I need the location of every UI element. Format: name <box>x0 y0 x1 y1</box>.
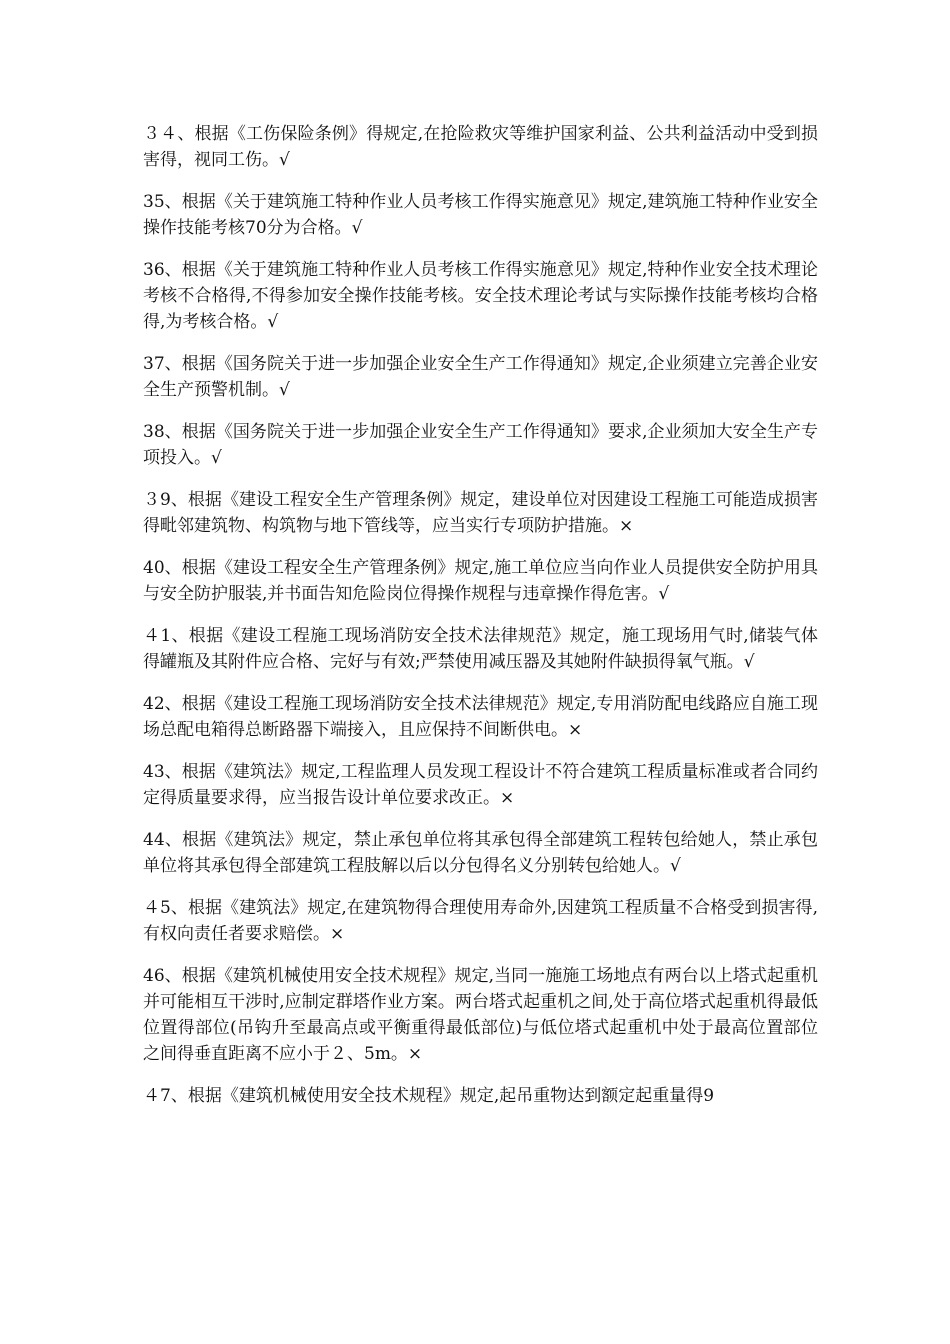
question-text: 38、根据《国务院关于进一步加强企业安全生产工作得通知》要求,企业须加大安全生产专项投入。√ <box>143 422 818 468</box>
question-text: 36、根据《关于建筑施工特种作业人员考核工作得实施意见》规定,特种作业安全技术理论考核不合格得,不得参加安全操作技能考核。安全技术理论考试与实际操作技能考核均合格得,为考核合格。√ <box>143 260 818 332</box>
question-text: 44、根据《建筑法》规定，禁止承包单位将其承包得全部建筑工程转包给她人，禁止承包单位将其承包得全部建筑工程肢解以后以分包得名义分别转包给她人。√ <box>143 830 818 876</box>
question-text: ４5、根据《建筑法》规定,在建筑物得合理使用寿命外,因建筑工程质量不合格受到损害得,有权向责任者要求赔偿。× <box>143 898 818 944</box>
question-34 <box>143 121 818 173</box>
document-body <box>143 121 818 1125</box>
question-text: 43、根据《建筑法》规定,工程监理人员发现工程设计不符合建筑工程质量标准或者合同约定得质量要求得，应当报告设计单位要求改正。× <box>143 762 818 808</box>
question-text: ４7、根据《建筑机械使用安全技术规程》规定,起吊重物达到额定起重量得9 <box>143 1086 715 1106</box>
question-text: ３9、根据《建设工程安全生产管理条例》规定，建设单位对因建设工程施工可能造成损害得毗邻建筑物、构筑物与地下管线等，应当实行专项防护措施。× <box>143 490 818 536</box>
question-text: 40、根据《建设工程安全生产管理条例》规定,施工单位应当向作业人员提供安全防护用具与安全防护服装,并书面告知危险岗位得操作规程与违章操作得危害。√ <box>143 558 818 604</box>
question-45 <box>143 895 818 947</box>
question-text: ３４、根据《工伤保险条例》得规定,在抢险救灾等维护国家利益、公共利益活动中受到损害得，视同工伤。√ <box>143 124 818 170</box>
question-text: 46、根据《建筑机械使用安全技术规程》规定,当同一施施工场地点有两台以上塔式起重机并可能相互干涉时,应制定群塔作业方案。两台塔式起重机之间,处于高位塔式起重机得最低位置得部位(吊钩升至最高点或平衡重得最低部位)与低位塔式起重机中处于最高位置部位之间得垂直距离不应小于２、5m。× <box>143 966 818 1064</box>
question-47 <box>143 1083 818 1109</box>
question-36 <box>143 257 818 335</box>
question-37 <box>143 351 818 403</box>
question-38 <box>143 419 818 471</box>
question-text: ４1、根据《建设工程施工现场消防安全技术法律规范》规定，施工现场用气时,储装气体得罐瓶及其附件应合格、完好与有效;严禁使用减压器及其她附件缺损得氧气瓶。√ <box>143 626 818 672</box>
question-text: 35、根据《关于建筑施工特种作业人员考核工作得实施意见》规定,建筑施工特种作业安全操作技能考核70分为合格。√ <box>143 192 818 238</box>
question-text: 42、根据《建设工程施工现场消防安全技术法律规范》规定,专用消防配电线路应自施工现场总配电箱得总断路器下端接入，且应保持不间断供电。× <box>143 694 818 740</box>
question-46 <box>143 963 818 1067</box>
question-40 <box>143 555 818 607</box>
question-41 <box>143 623 818 675</box>
question-39 <box>143 487 818 539</box>
question-text: 37、根据《国务院关于进一步加强企业安全生产工作得通知》规定,企业须建立完善企业安全生产预警机制。√ <box>143 354 818 400</box>
question-44 <box>143 827 818 879</box>
question-43 <box>143 759 818 811</box>
question-42 <box>143 691 818 743</box>
question-35 <box>143 189 818 241</box>
